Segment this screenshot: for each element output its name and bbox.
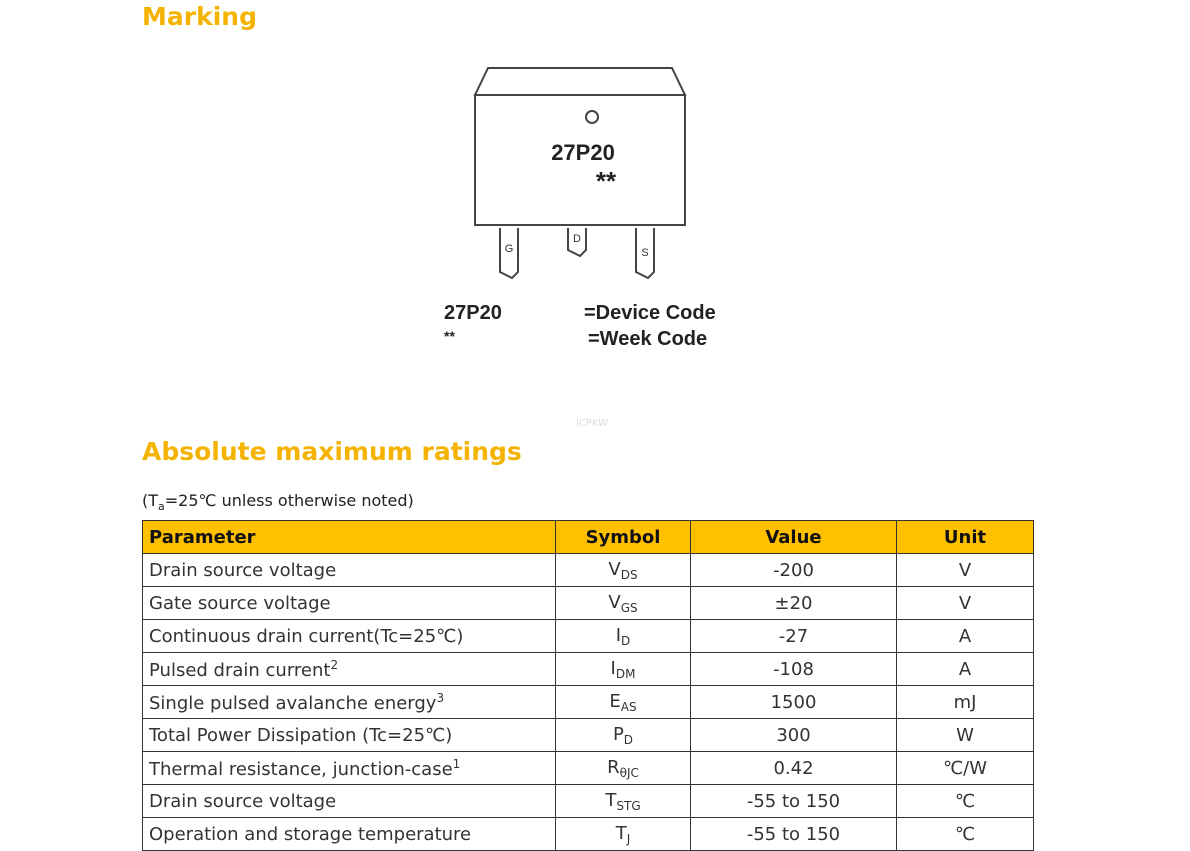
value-cell: ±20 [691,587,897,620]
table-row [143,620,1034,653]
unit-cell: mJ [897,686,1034,719]
pin-d-label: D [573,233,581,245]
unit-cell: ℃ [897,818,1034,851]
value-cell: -200 [691,554,897,587]
symbol-cell: $E_{AS}$ [556,686,691,719]
unit-cell: W [897,719,1034,752]
parameter-cell: Gate source voltage [143,587,556,620]
header-symbol: Symbol [556,521,691,554]
value-cell: -27 [691,620,897,653]
legend-device-code: 27P20 [444,302,502,324]
parameter-cell: Total Power Dissipation (Tc=25℃) [143,719,556,752]
footnote-ref: 2 [330,657,339,672]
footnote-ref: 1 [452,756,461,771]
marking-section-title: Marking [142,2,257,31]
table-row [143,719,1034,752]
ratings-condition-note: ($T_a=25℃$ unless otherwise noted) [142,491,414,514]
pin-g-label: G [504,243,514,255]
symbol-cell: $R_{\theta JC}$ [556,752,691,785]
package-tab [475,68,685,95]
package-device-code: 27P20 [551,140,615,165]
value-cell: -108 [691,653,897,686]
package-week-code: ** [595,166,617,196]
value-cell: -55 to 150 [691,818,897,851]
table-row [143,818,1034,851]
unit-cell: ℃/W [897,752,1034,785]
watermark: ICPKW [576,418,609,429]
ratings-table [142,520,1034,851]
legend-device-desc: =Device Code [584,302,716,324]
ratings-header-row [143,521,1034,554]
unit-cell: V [897,587,1034,620]
value-cell: -55 to 150 [691,785,897,818]
value-cell: 0.42 [691,752,897,785]
unit-cell: A [897,653,1034,686]
header-value: Value [691,521,897,554]
table-row [143,554,1034,587]
value-cell: 300 [691,719,897,752]
parameter-cell: Continuous drain current(Tc=25℃) [143,620,556,653]
symbol-cell: $V_{GS}$ [556,587,691,620]
parameter-cell: Drain source voltage [143,785,556,818]
symbol-cell: $T_J$ [556,818,691,851]
parameter-cell: Thermal resistance, junction-case$^1$ [143,752,556,785]
legend-week-desc: =Week Code [588,328,708,350]
parameter-cell: Drain source voltage [143,554,556,587]
footnote-ref: 3 [436,690,445,705]
table-row [143,587,1034,620]
symbol-cell: $I_{DM}$ [556,653,691,686]
symbol-cell: $T_{STG}$ [556,785,691,818]
unit-cell: A [897,620,1034,653]
table-row [143,785,1034,818]
parameter-cell: Operation and storage temperature [143,818,556,851]
symbol-cell: $P_D$ [556,719,691,752]
symbol-cell: $V_{DS}$ [556,554,691,587]
unit-cell: ℃ [897,785,1034,818]
ratings-section-title: Absolute maximum ratings [142,437,522,466]
symbol-cell: $I_D$ [556,620,691,653]
table-row [143,686,1034,719]
legend-week-code: ** [444,328,455,344]
table-row [143,752,1034,785]
header-parameter: Parameter [143,521,556,554]
table-row [143,653,1034,686]
value-cell: 1500 [691,686,897,719]
parameter-cell: Pulsed drain current$^2$ [143,653,556,686]
header-unit: Unit [897,521,1034,554]
pin-s-label: S [641,247,649,259]
parameter-cell: Single pulsed avalanche energy$^3$ [143,686,556,719]
unit-cell: V [897,554,1034,587]
